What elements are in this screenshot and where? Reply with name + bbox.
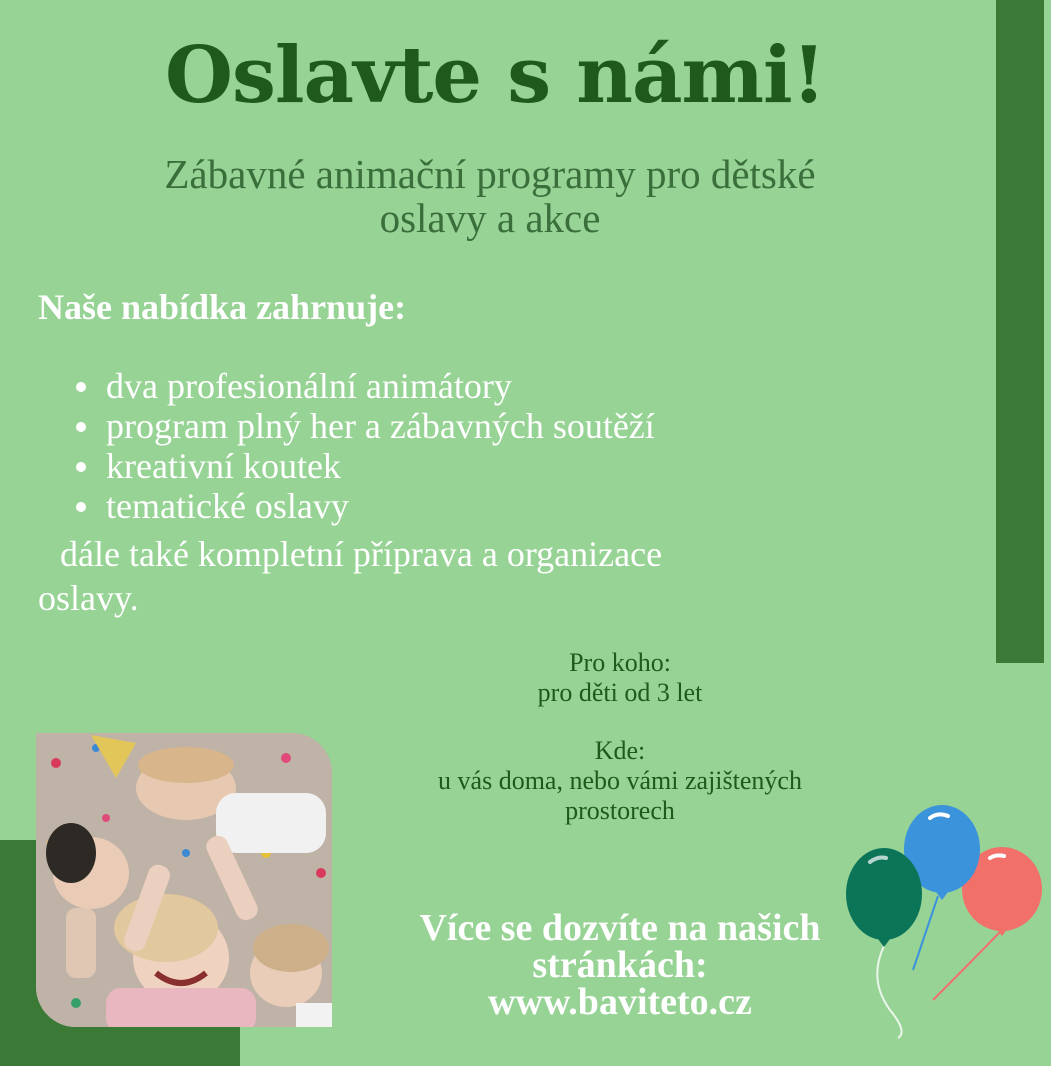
photo-illustration xyxy=(36,733,332,1027)
website-link[interactable]: www.baviteto.cz xyxy=(488,981,752,1023)
bullet-icon xyxy=(76,462,86,472)
more-info-line-2: stránkách: xyxy=(532,944,708,986)
balloons-icon xyxy=(838,800,1050,1040)
offer-list xyxy=(76,366,655,526)
location-value-line-1: u vás doma, nebo vámi zajištených xyxy=(438,766,802,795)
bullet-icon xyxy=(76,502,86,512)
location-section xyxy=(360,736,880,826)
list-item-text: program plný her a zábavných soutěží xyxy=(106,406,655,446)
subtitle-line-1: Zábavné animační programy pro dětské xyxy=(164,151,816,197)
list-item-text: kreativní koutek xyxy=(106,446,341,486)
list-item-text: tematické oslavy xyxy=(106,486,349,526)
offer-extra-text xyxy=(38,532,898,620)
page-subtitle xyxy=(40,152,940,240)
bullet-icon xyxy=(76,422,86,432)
list-item xyxy=(76,486,655,526)
audience-label: Pro koho: xyxy=(569,648,671,677)
list-item-text: dva profesionální animátory xyxy=(106,366,512,406)
offer-extra-line-1: dále také kompletní příprava a organizace xyxy=(60,534,663,574)
location-value-line-2: prostorech xyxy=(565,796,675,825)
children-party-photo xyxy=(36,733,332,1027)
list-item xyxy=(76,366,655,406)
bullet-icon xyxy=(76,382,86,392)
list-item xyxy=(76,406,655,446)
offer-extra-line-2: oslavy. xyxy=(38,578,139,618)
location-label: Kde: xyxy=(594,736,646,765)
more-info-section xyxy=(340,907,900,1023)
page-title: Oslavte s námi! xyxy=(165,30,825,121)
list-item xyxy=(76,446,655,486)
subtitle-line-2: oslavy a akce xyxy=(379,195,601,241)
audience-value: pro děti od 3 let xyxy=(537,678,703,707)
balloons-illustration xyxy=(838,800,1050,1040)
more-info-line-1: Více se dozvíte na našich xyxy=(419,907,821,949)
audience-section xyxy=(420,648,820,708)
green-balloon xyxy=(846,848,922,940)
offer-heading: Naše nabídka zahrnuje: xyxy=(38,287,407,327)
right-accent-bar xyxy=(996,0,1044,663)
